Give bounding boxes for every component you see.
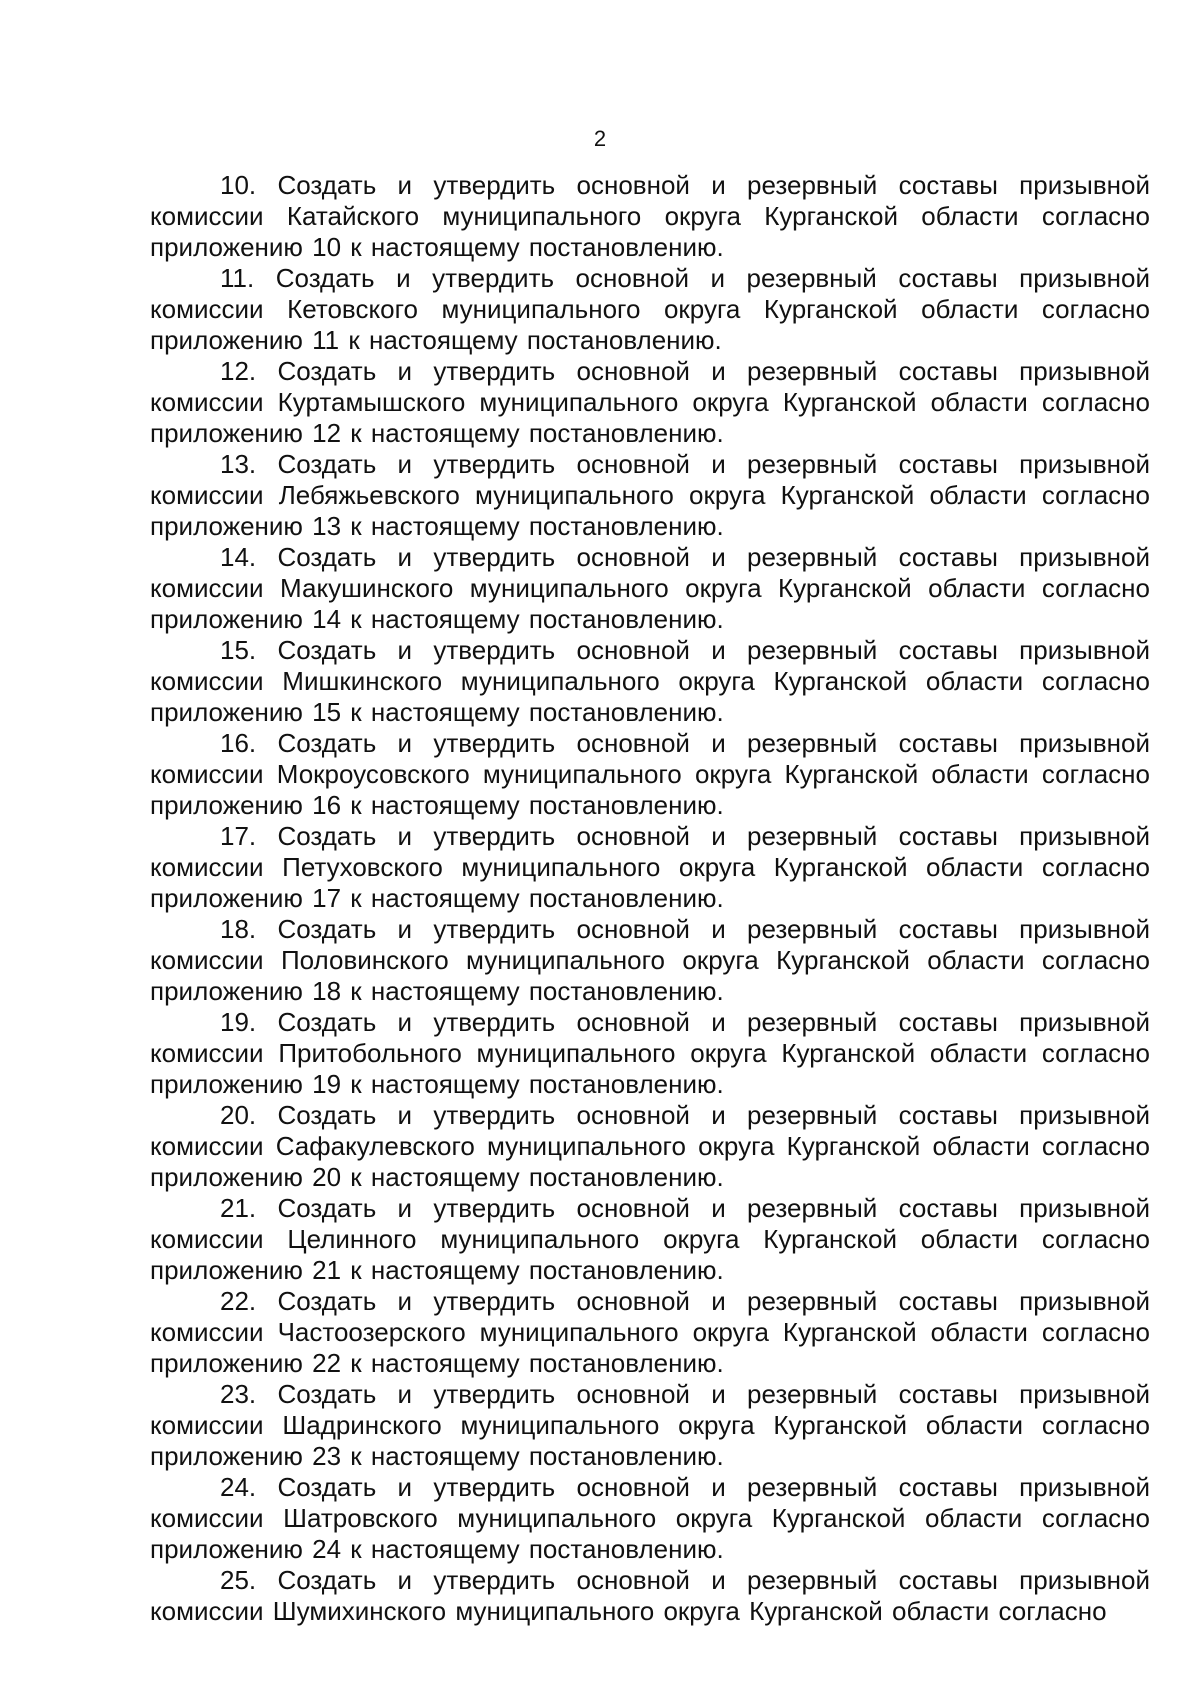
paragraph-number: 24.: [220, 1472, 257, 1502]
paragraph-number: 20.: [220, 1100, 257, 1130]
paragraph-number: 11.: [220, 263, 255, 293]
paragraph-text: Создать и утвердить основной и резервный составы призывной комиссии Шатровского муниципального округа Курганской области согласно приложению 24 к настоящему постановлению.: [150, 1472, 1150, 1564]
paragraph-number: 19.: [220, 1007, 257, 1037]
paragraph-number: 15.: [220, 635, 257, 665]
paragraph-text: Создать и утвердить основной и резервный составы призывной комиссии Половинского муниципального округа Курганской области согласно приложению 18 к настоящему постановлению.: [150, 914, 1150, 1006]
paragraph-23: [150, 1379, 1150, 1472]
paragraph-text: Создать и утвердить основной и резервный составы призывной комиссии Сафакулевского муниципального округа Курганской области согласно приложению 20 к настоящему постановлению.: [150, 1100, 1150, 1192]
paragraph-15: [150, 635, 1150, 728]
paragraph-19: [150, 1007, 1150, 1100]
paragraph-number: 16.: [220, 728, 257, 758]
paragraph-text: Создать и утвердить основной и резервный составы призывной комиссии Целинного муниципального округа Курганской области согласно приложению 21 к настоящему постановлению.: [150, 1193, 1150, 1285]
paragraph-text: Создать и утвердить основной и резервный составы призывной комиссии Частоозерского муниципального округа Курганской области согласно приложению 22 к настоящему постановлению.: [150, 1286, 1150, 1378]
paragraph-text: Создать и утвердить основной и резервный составы призывной комиссии Кетовского муниципального округа Курганской области согласно приложению 11 к настоящему постановлению.: [150, 263, 1150, 355]
paragraph-text: Создать и утвердить основной и резервный составы призывной комиссии Притобольного муниципального округа Курганской области согласно приложению 19 к настоящему постановлению.: [150, 1007, 1150, 1099]
paragraph-number: 22.: [220, 1286, 257, 1316]
paragraph-number: 21.: [220, 1193, 257, 1223]
paragraph-number: 12.: [220, 356, 257, 386]
paragraph-number: 13.: [220, 449, 257, 479]
paragraph-12: [150, 356, 1150, 449]
paragraph-number: 14.: [220, 542, 257, 572]
paragraph-number: 18.: [220, 914, 257, 944]
paragraph-text: Создать и утвердить основной и резервный составы призывной комиссии Шадринского муниципального округа Курганской области согласно приложению 23 к настоящему постановлению.: [150, 1379, 1150, 1471]
paragraph-16: [150, 728, 1150, 821]
paragraph-18: [150, 914, 1150, 1007]
paragraph-number: 17.: [220, 821, 257, 851]
paragraph-text: Создать и утвердить основной и резервный составы призывной комиссии Лебяжьевского муниципального округа Курганской области согласно приложению 13 к настоящему постановлению.: [150, 449, 1150, 541]
paragraph-text: Создать и утвердить основной и резервный составы призывной комиссии Мокроусовского муниципального округа Курганской области согласно приложению 16 к настоящему постановлению.: [150, 728, 1150, 820]
paragraph-20: [150, 1100, 1150, 1193]
paragraph-number: 25.: [220, 1565, 257, 1595]
paragraph-text: Создать и утвердить основной и резервный составы призывной комиссии Куртамышского муниципального округа Курганской области согласно приложению 12 к настоящему постановлению.: [150, 356, 1150, 448]
paragraph-22: [150, 1286, 1150, 1379]
paragraph-11: [150, 263, 1150, 356]
paragraph-10: [150, 170, 1150, 263]
paragraph-17: [150, 821, 1150, 914]
paragraph-text: Создать и утвердить основной и резервный составы призывной комиссии Шумихинского муниципального округа Курганской области согласно: [150, 1565, 1150, 1626]
paragraph-text: Создать и утвердить основной и резервный составы призывной комиссии Мишкинского муниципального округа Курганской области согласно приложению 15 к настоящему постановлению.: [150, 635, 1150, 727]
paragraph-text: Создать и утвердить основной и резервный составы призывной комиссии Петуховского муниципального округа Курганской области согласно приложению 17 к настоящему постановлению.: [150, 821, 1150, 913]
paragraph-25: [150, 1565, 1150, 1627]
paragraph-text: Создать и утвердить основной и резервный составы призывной комиссии Катайского муниципального округа Курганской области согласно приложению 10 к настоящему постановлению.: [150, 170, 1150, 262]
paragraph-21: [150, 1193, 1150, 1286]
paragraph-14: [150, 542, 1150, 635]
paragraph-number: 23.: [220, 1379, 257, 1409]
paragraph-text: Создать и утвердить основной и резервный составы призывной комиссии Макушинского муниципального округа Курганской области согласно приложению 14 к настоящему постановлению.: [150, 542, 1150, 634]
paragraph-24: [150, 1472, 1150, 1565]
paragraph-number: 10.: [220, 170, 257, 200]
page-number: 2: [593, 126, 607, 151]
document-body: [150, 170, 1150, 1627]
paragraph-13: [150, 449, 1150, 542]
